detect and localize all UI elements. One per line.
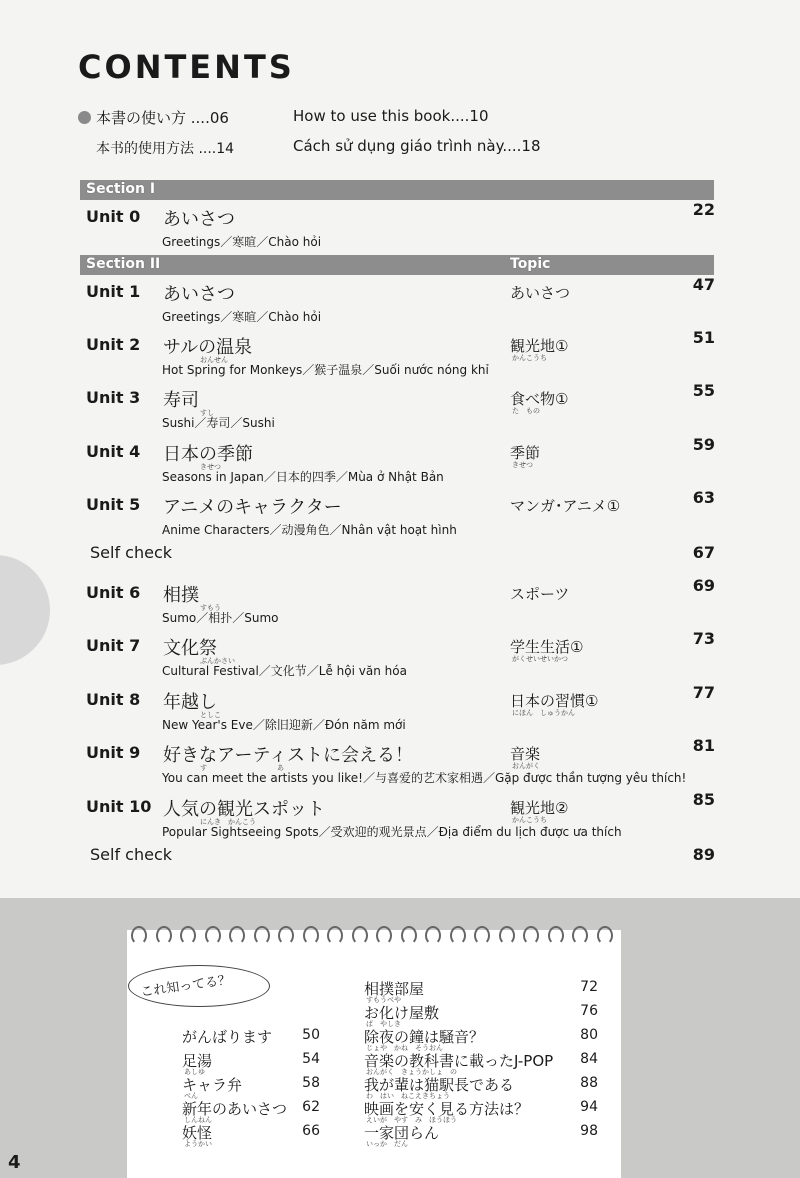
spiral-ring [156,926,172,945]
unit-number: Unit 9 [86,743,141,762]
unit-title: 相撲 [163,585,199,606]
memo-item-page: 80 [580,1027,598,1043]
memo-item-title: 音楽の教科書に載ったJ-POP [364,1052,554,1070]
unit-title: 人気の観光スポット [163,799,325,820]
speech-bubble-text: これ知ってる？ [139,972,232,1001]
unit-title-furigana: すし [200,409,214,417]
unit-number: Unit 2 [86,335,141,354]
spiral-ring [180,926,196,945]
spiral-ring [303,926,319,945]
page-number: 4 [8,1152,21,1173]
unit-subtitle: Greetings／寒暄／Chào hỏi [162,235,322,249]
unit-title-furigana: すもう [200,604,221,612]
spiral-ring [352,926,368,945]
memo-item-furigana: ようかい [184,1140,212,1148]
memo-item-furigana: すもうべや [366,996,401,1004]
unit-title-furigana: きせつ [200,463,221,471]
unit-number: Unit 8 [86,690,141,709]
unit-title: 寿司 [163,390,199,411]
memo-item-title: 相撲部屋 [364,980,425,998]
unit-subtitle: You can meet the artists you like!／与喜爱的艺术家相遇／Gặp được thần tượng yêu thích! [162,771,687,785]
memo-item-page: 72 [580,979,598,995]
memo-item-title: 除夜の鐘は騒音？ [364,1028,485,1046]
unit-title: サルの温泉 [163,337,253,358]
unit-title: あいさつ [163,209,235,230]
unit-title: 好きなアーティストに会える！ [163,745,414,766]
spiral-ring [131,926,147,945]
unit-title-furigana: としこ [200,711,221,719]
memo-item-furigana: あしゆ [184,1068,205,1076]
memo-item-title: キャラ弁 [182,1076,243,1094]
unit-page: 55 [692,381,715,400]
unit-page: 73 [692,629,715,648]
unit-topic-furigana: た もの [512,407,540,415]
section-bar [80,180,714,200]
unit-page: 59 [692,435,715,454]
unit-topic: 学生生活① [510,638,584,656]
unit-title-furigana: ぶんかさい [200,657,235,665]
memo-item-furigana: おんがく きょうかしょ の [366,1068,457,1076]
unit-topic-furigana: にほん しゅうかん [512,709,575,717]
unit-topic-furigana: かんこうち [512,354,547,362]
unit-page: 22 [692,200,715,219]
memo-item-page: 50 [302,1027,320,1043]
unit-page: 85 [692,790,715,809]
memo-item-furigana: べん [184,1092,198,1100]
section-bar [80,255,714,275]
unit-topic-furigana: かんこうち [512,816,547,824]
unit-page: 77 [692,683,715,702]
side-tab-decoration [0,555,50,665]
memo-item-page: 76 [580,1003,598,1019]
spiral-ring [278,926,294,945]
section-label: Section I [86,181,156,197]
unit-page: 47 [692,275,715,294]
intro-zh: 本书的使用方法 ....14 [96,141,235,157]
unit-title-furigana: す あ [200,764,284,772]
unit-number: Unit 10 [86,797,152,816]
memo-item-title: 足湯 [182,1052,213,1070]
memo-item-page: 62 [302,1099,320,1115]
self-check-page: 67 [692,543,715,562]
unit-topic: あいさつ [510,284,571,302]
memo-item-page: 94 [580,1099,598,1115]
spiral-ring [474,926,490,945]
self-check-page: 89 [692,845,715,864]
unit-subtitle: Cultural Festival／文化节／Lễ hội văn hóa [162,664,407,678]
unit-number: Unit 6 [86,583,141,602]
intro-jp: 本書の使い方 ....06 [96,109,229,127]
unit-page: 63 [692,488,715,507]
self-check-label: Self check [90,543,173,562]
unit-topic: 観光地① [510,337,569,355]
unit-number: Unit 5 [86,495,141,514]
unit-topic: 音楽 [510,745,541,763]
unit-title: あいさつ [163,284,235,305]
unit-number: Unit 3 [86,388,141,407]
memo-item-page: 66 [302,1123,320,1139]
spiral-ring [229,926,245,945]
unit-subtitle: Sumo／相扑／Sumo [162,611,279,625]
unit-number: Unit 4 [86,442,141,461]
memo-item-page: 54 [302,1051,320,1067]
spiral-ring [205,926,221,945]
unit-page: 81 [692,736,715,755]
unit-page: 51 [692,328,715,347]
unit-topic: 食べ物① [510,390,569,408]
memo-item-furigana: えいが やす み ほうほう [366,1116,457,1124]
unit-subtitle: Seasons in Japan／日本的四季／Mùa ở Nhật Bản [162,470,444,484]
unit-topic-furigana: おんがく [512,762,540,770]
topic-header: Topic [510,256,551,272]
memo-item-furigana: しんねん [184,1116,212,1124]
page-title: CONTENTS [78,48,295,86]
unit-title: 文化祭 [163,638,217,659]
unit-subtitle: New Year's Eve／除旧迎新／Đón năm mới [162,718,406,732]
memo-item-furigana: ば やしき [366,1020,401,1028]
self-check-label: Self check [90,845,173,864]
intro-en: How to use this book....10 [293,107,489,125]
spiral-ring [523,926,539,945]
intro-vi: Cách sử dụng giáo trình này....18 [293,137,541,155]
unit-topic-furigana: がくせいせいかつ [512,655,568,663]
unit-title: 年越し [163,692,217,713]
section-label: Section II [86,256,161,272]
memo-item-title: 我が輩は猫駅長である [364,1076,515,1094]
unit-subtitle: Sushi／寿司／Sushi [162,416,275,430]
spiral-ring [548,926,564,945]
unit-title: アニメのキャラクター [163,497,342,518]
memo-item-furigana: いっか だん [366,1140,408,1148]
spiral-ring [450,926,466,945]
unit-topic: 季節 [510,444,541,462]
memo-item-page: 58 [302,1075,320,1091]
unit-title-furigana: にんき かんこう [200,818,256,826]
memo-item-title: お化け屋敷 [364,1004,440,1022]
unit-number: Unit 1 [86,282,141,301]
spiral-ring [401,926,417,945]
spiral-ring [254,926,270,945]
bullet-dot [78,111,91,124]
memo-item-page: 88 [580,1075,598,1091]
unit-subtitle: Hot Spring for Monkeys／猴子温泉／Suối nước nóng khỉ [162,363,489,377]
memo-item-title: 新年のあいさつ [182,1100,288,1118]
memo-item-title: 一家団らん [364,1124,440,1142]
unit-page: 69 [692,576,715,595]
memo-item-furigana: わ はい ねこえきちょう [366,1092,450,1100]
spiral-ring [499,926,515,945]
unit-subtitle: Anime Characters／动漫角色／Nhân vật hoạt hình [162,523,457,537]
unit-topic: マンガ･アニメ① [510,497,621,515]
spiral-ring [425,926,441,945]
spiral-ring [597,926,613,945]
spiral-ring [376,926,392,945]
memo-item-title: 妖怪 [182,1124,213,1142]
unit-number: Unit 0 [86,207,141,226]
memo-item-page: 98 [580,1123,598,1139]
memo-item-page: 84 [580,1051,598,1067]
spiral-ring [572,926,588,945]
unit-subtitle: Popular Sightseeing Spots／受欢迎的观光景点／Địa điểm du lịch được ưa thích [162,825,622,839]
unit-number: Unit 7 [86,636,141,655]
memo-item-title: がんばります [182,1028,273,1046]
memo-item-furigana: じょや かね そうおん [366,1044,443,1052]
unit-topic: 日本の習慣① [510,692,599,710]
unit-title: 日本の季節 [163,444,253,465]
unit-topic: スポーツ [510,585,570,603]
spiral-ring [327,926,343,945]
unit-subtitle: Greetings／寒暄／Chào hỏi [162,310,322,324]
unit-topic-furigana: きせつ [512,461,533,469]
memo-item-title: 映画を安く見る方法は？ [364,1100,530,1118]
unit-topic: 観光地② [510,799,569,817]
unit-title-furigana: おんせん [200,356,228,364]
